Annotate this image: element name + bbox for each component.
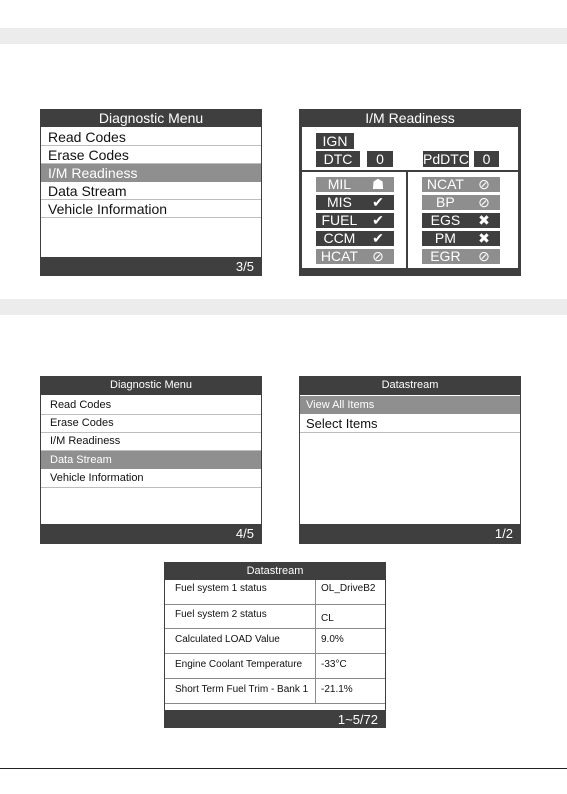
im-status-area (302, 127, 518, 170)
monitor-ncat (422, 177, 500, 192)
monitor-label: CCM (323, 230, 356, 246)
datastream-values-screen (164, 562, 386, 728)
table-row[interactable] (165, 629, 385, 654)
section-band-top (0, 28, 567, 44)
pid-name: Fuel system 2 status (175, 609, 267, 620)
monitor-label: PM (434, 230, 456, 246)
pid-value: OL_DriveB2 (321, 583, 376, 594)
column-divider (315, 654, 316, 678)
page-indicator: 4/5 (235, 526, 254, 541)
monitor-label: FUEL (321, 212, 358, 228)
monitor-label: NCAT (426, 176, 464, 192)
monitor-pm (422, 231, 500, 246)
pid-value: -21.1% (321, 684, 353, 695)
menu-item-view-all-items[interactable]: View All Items (300, 396, 520, 414)
datastream-table (165, 580, 385, 710)
monitor-label: MIS (326, 194, 352, 210)
menu-item-vehicle-information[interactable]: Vehicle Information (41, 200, 261, 218)
page-footer-rule (0, 768, 567, 769)
not-supported-icon: ⊘ (478, 176, 490, 192)
page-indicator: 3/5 (235, 259, 254, 274)
im-monitors-left (302, 172, 406, 268)
pid-name: Short Term Fuel Trim - Bank 1 (175, 684, 309, 695)
pid-name: Calculated LOAD Value (175, 634, 280, 645)
im-monitors-right (408, 172, 518, 268)
pid-value: 9.0% (321, 634, 344, 645)
screen-title: I/M Readiness (365, 110, 455, 126)
monitor-egs (422, 213, 500, 228)
pid-value: -33°C (321, 659, 347, 670)
page-indicator: 1/2 (494, 526, 513, 541)
diagnostic-menu-screen-1 (40, 109, 262, 276)
datastream-menu-screen (299, 376, 521, 544)
im-readiness-screen (299, 109, 521, 276)
column-divider (315, 580, 316, 604)
screen-title: Diagnostic Menu (110, 379, 192, 391)
screen-title: Diagnostic Menu (98, 110, 204, 126)
menu-item-vehicle-information[interactable]: Vehicle Information (41, 469, 261, 488)
menu-item-data-stream[interactable]: Data Stream (41, 182, 261, 200)
monitor-hcat (316, 249, 394, 264)
monitor-mil (316, 177, 394, 192)
ign-label: IGN (316, 133, 354, 149)
menu-list (300, 395, 520, 524)
table-row[interactable] (165, 679, 385, 704)
page-indicator: 1~5/72 (337, 712, 378, 727)
menu-item-data-stream[interactable]: Data Stream (41, 451, 261, 469)
monitor-fuel (316, 213, 394, 228)
check-icon: ✔ (372, 212, 384, 228)
column-divider (315, 604, 316, 628)
pid-value: CL (321, 613, 334, 624)
dtc-count: 0 (367, 151, 393, 167)
monitor-label: EGS (430, 212, 461, 228)
cross-icon: ✖ (478, 212, 490, 228)
menu-item-im-readiness[interactable]: I/M Readiness (41, 432, 261, 451)
screen-title: Datastream (381, 379, 439, 391)
table-row[interactable] (165, 604, 385, 629)
pddtc-label: PdDTC (423, 151, 469, 167)
diagnostic-menu-screen-2 (40, 376, 262, 544)
check-icon: ✔ (372, 194, 384, 210)
pddtc-count: 0 (474, 151, 499, 167)
screen-title: Datastream (246, 565, 304, 577)
monitor-mis (316, 195, 394, 210)
menu-item-select-items[interactable]: Select Items (300, 414, 520, 433)
column-divider (315, 629, 316, 653)
table-row[interactable] (165, 654, 385, 679)
dtc-label: DTC (316, 151, 360, 167)
monitor-label: MIL (327, 176, 352, 192)
not-supported-icon: ⊘ (372, 248, 384, 264)
not-supported-icon: ⊘ (478, 248, 490, 264)
pid-name: Fuel system 1 status (175, 583, 267, 594)
section-band-middle (0, 299, 567, 315)
engine-icon: ☗ (371, 176, 385, 192)
monitor-label: BP (436, 194, 455, 210)
menu-item-erase-codes[interactable]: Erase Codes (41, 146, 261, 164)
table-row[interactable] (165, 580, 385, 605)
cross-icon: ✖ (478, 230, 490, 246)
menu-item-im-readiness[interactable]: I/M Readiness (41, 164, 261, 182)
menu-item-erase-codes[interactable]: Erase Codes (41, 414, 261, 433)
column-divider (315, 679, 316, 703)
menu-list (41, 127, 261, 257)
check-icon: ✔ (372, 230, 384, 246)
monitor-egr (422, 249, 500, 264)
menu-item-read-codes[interactable]: Read Codes (41, 396, 261, 415)
monitor-label: EGR (430, 248, 461, 264)
monitor-label: HCAT (320, 248, 358, 264)
pid-name: Engine Coolant Temperature (175, 659, 303, 670)
not-supported-icon: ⊘ (478, 194, 490, 210)
menu-item-read-codes[interactable]: Read Codes (41, 128, 261, 146)
monitor-bp (422, 195, 500, 210)
monitor-ccm (316, 231, 394, 246)
menu-list (41, 395, 261, 524)
